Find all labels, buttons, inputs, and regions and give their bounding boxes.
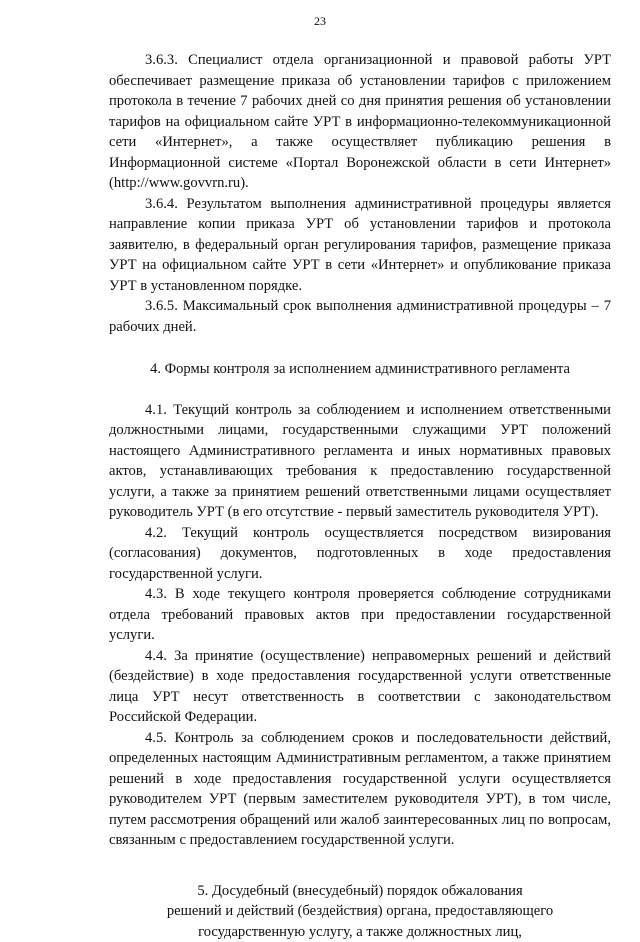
page-number: 23	[0, 14, 640, 28]
section-5-heading	[109, 881, 611, 942]
section-5-heading-line-3: государственную услугу, а также должностных лиц,	[109, 922, 611, 942]
paragraph-4-5: 4.5. Контроль за соблюдением сроков и последовательности действий, определенных настоящим Административным регламентом, а также принятием решений в ходе предоставления государственной услуги осуществляется руководителем УРТ (первым заместителем руководителя УРТ), в том числе, путем рассмотрения обращений или жалоб заинтересованных лиц по вопросам, связанным с предоставлением государственной услуги.	[109, 728, 611, 851]
paragraph-3-6-5: 3.6.5. Максимальный срок выполнения административной процедуры – 7 рабочих дней.	[109, 296, 611, 337]
section-5-heading-line-2: решений и действий (бездействия) органа, предоставляющего	[109, 901, 611, 922]
paragraph-4-2: 4.2. Текущий контроль осуществляется посредством визирования (согласования) документов, подготовленных в ходе предоставления государственной услуги.	[109, 523, 611, 585]
section-4-heading: 4. Формы контроля за исполнением административного регламента	[109, 359, 611, 380]
section-5-heading-line-1: 5. Досудебный (внесудебный) порядок обжалования	[109, 881, 611, 902]
paragraph-4-4: 4.4. За принятие (осуществление) неправомерных решений и действий (бездействие) в ходе предоставления государственной услуги ответственные лица УРТ несут ответственность в соответствии с законодательством Российской Федерации.	[109, 646, 611, 728]
paragraph-3-6-3: 3.6.3. Специалист отдела организационной и правовой работы УРТ обеспечивает размещение приказа об установлении тарифов с приложением протокола в течение 7 рабочих дней со дня принятия решения об установлении тарифов на официальном сайте УРТ в информационно-телекоммуникационной сети «Интернет», а также осуществляет публикацию решения в Информационной системе «Портал Воронежской области в сети Интернет» (http://www.govvrn.ru).	[109, 50, 611, 194]
document-body	[109, 50, 611, 942]
paragraph-4-3: 4.3. В ходе текущего контроля проверяется соблюдение сотрудниками отдела требований правовых актов при предоставлении государственной услуги.	[109, 584, 611, 646]
paragraph-4-1: 4.1. Текущий контроль за соблюдением и исполнением ответственными должностными лицами, государственными служащими УРТ положений настоящего Административного регламента и иных нормативных правовых актов, устанавливающих требования к предоставлению государственной услуги, а также за принятием решений ответственными лицами осуществляет руководитель УРТ (в его отсутствие - первый заместитель руководителя УРТ).	[109, 400, 611, 523]
paragraph-3-6-4: 3.6.4. Результатом выполнения административной процедуры является направление копии приказа УРТ об установлении тарифов и протокола заявителю, в федеральный орган регулирования тарифов, размещение приказа УРТ на официальном сайте УРТ в сети «Интернет» и опубликование приказа УРТ в установленном порядке.	[109, 194, 611, 297]
